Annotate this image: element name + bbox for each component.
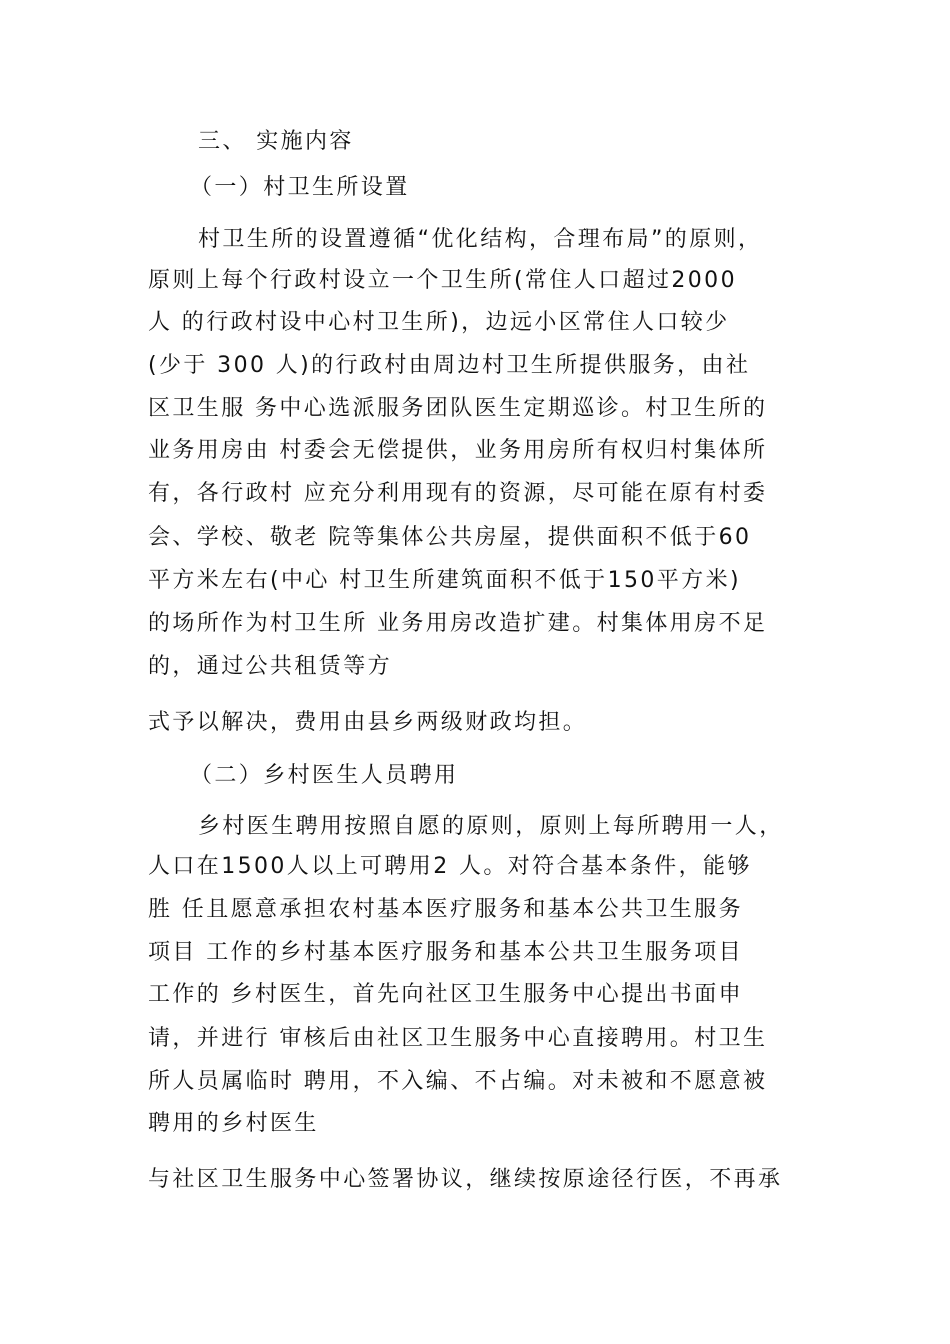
paragraph-1-line: 的场所作为村卫生所 业务用房改造扩建。村集体用房不足 xyxy=(148,611,768,636)
paragraph-1-line: 的，通过公共租赁等方 xyxy=(148,654,393,679)
paragraph-1-line: 人 的行政村设中心村卫生所)，边远小区常住人口较少 xyxy=(148,310,730,335)
paragraph-2-line: 胜 任且愿意承担农村基本医疗服务和基本公共卫生服务 xyxy=(148,897,743,922)
paragraph-2-line: 所人员属临时 聘用，不入编、不占编。对未被和不愿意被 xyxy=(148,1069,768,1094)
paragraph-2-line: 请，并进行 审核后由社区卫生服务中心直接聘用。村卫生 xyxy=(148,1026,768,1051)
section-heading: 三、 实施内容 xyxy=(198,129,354,154)
paragraph-1-line: (少于 300 人)的行政村由周边村卫生所提供服务，由社 xyxy=(148,353,751,378)
subsection-heading-1: （一）村卫生所设置 xyxy=(190,175,410,200)
paragraph-2-line: 人口在1500人以上可聘用2 人。对符合基本条件，能够 xyxy=(148,854,752,879)
paragraph-1-line: 村卫生所的设置遵循“优化结构，合理布局”的原则， xyxy=(198,227,763,252)
paragraph-1-line: 区卫生服 务中心选派服务团队医生定期巡诊。村卫生所的 xyxy=(148,396,768,421)
paragraph-2-line: 乡村医生聘用按照自愿的原则，原则上每所聘用一人， xyxy=(198,814,784,839)
paragraph-2-continuation: 与社区卫生服务中心签署协议，继续按原途径行医，不再承 xyxy=(148,1167,783,1192)
paragraph-1-line: 业务用房由 村委会无偿提供，业务用房所有权归村集体所 xyxy=(148,438,768,463)
paragraph-2-line: 聘用的乡村医生 xyxy=(148,1111,319,1136)
paragraph-1-continuation: 式予以解决，费用由县乡两级财政均担。 xyxy=(148,710,588,735)
paragraph-1-line: 会、学校、敬老 院等集体公共房屋，提供面积不低于60 xyxy=(148,525,752,550)
subsection-heading-2: （二）乡村医生人员聘用 xyxy=(190,763,459,788)
paragraph-2-line: 项目 工作的乡村基本医疗服务和基本公共卫生服务项目 xyxy=(148,940,743,965)
paragraph-1-line: 平方米左右(中心 村卫生所建筑面积不低于150平方米) xyxy=(148,568,741,593)
paragraph-1-line: 原则上每个行政村设立一个卫生所(常住人口超过2000 xyxy=(148,268,737,293)
paragraph-1-line: 有，各行政村 应充分利用现有的资源，尽可能在原有村委 xyxy=(148,481,768,506)
paragraph-2-line: 工作的 乡村医生，首先向社区卫生服务中心提出书面申 xyxy=(148,982,743,1007)
